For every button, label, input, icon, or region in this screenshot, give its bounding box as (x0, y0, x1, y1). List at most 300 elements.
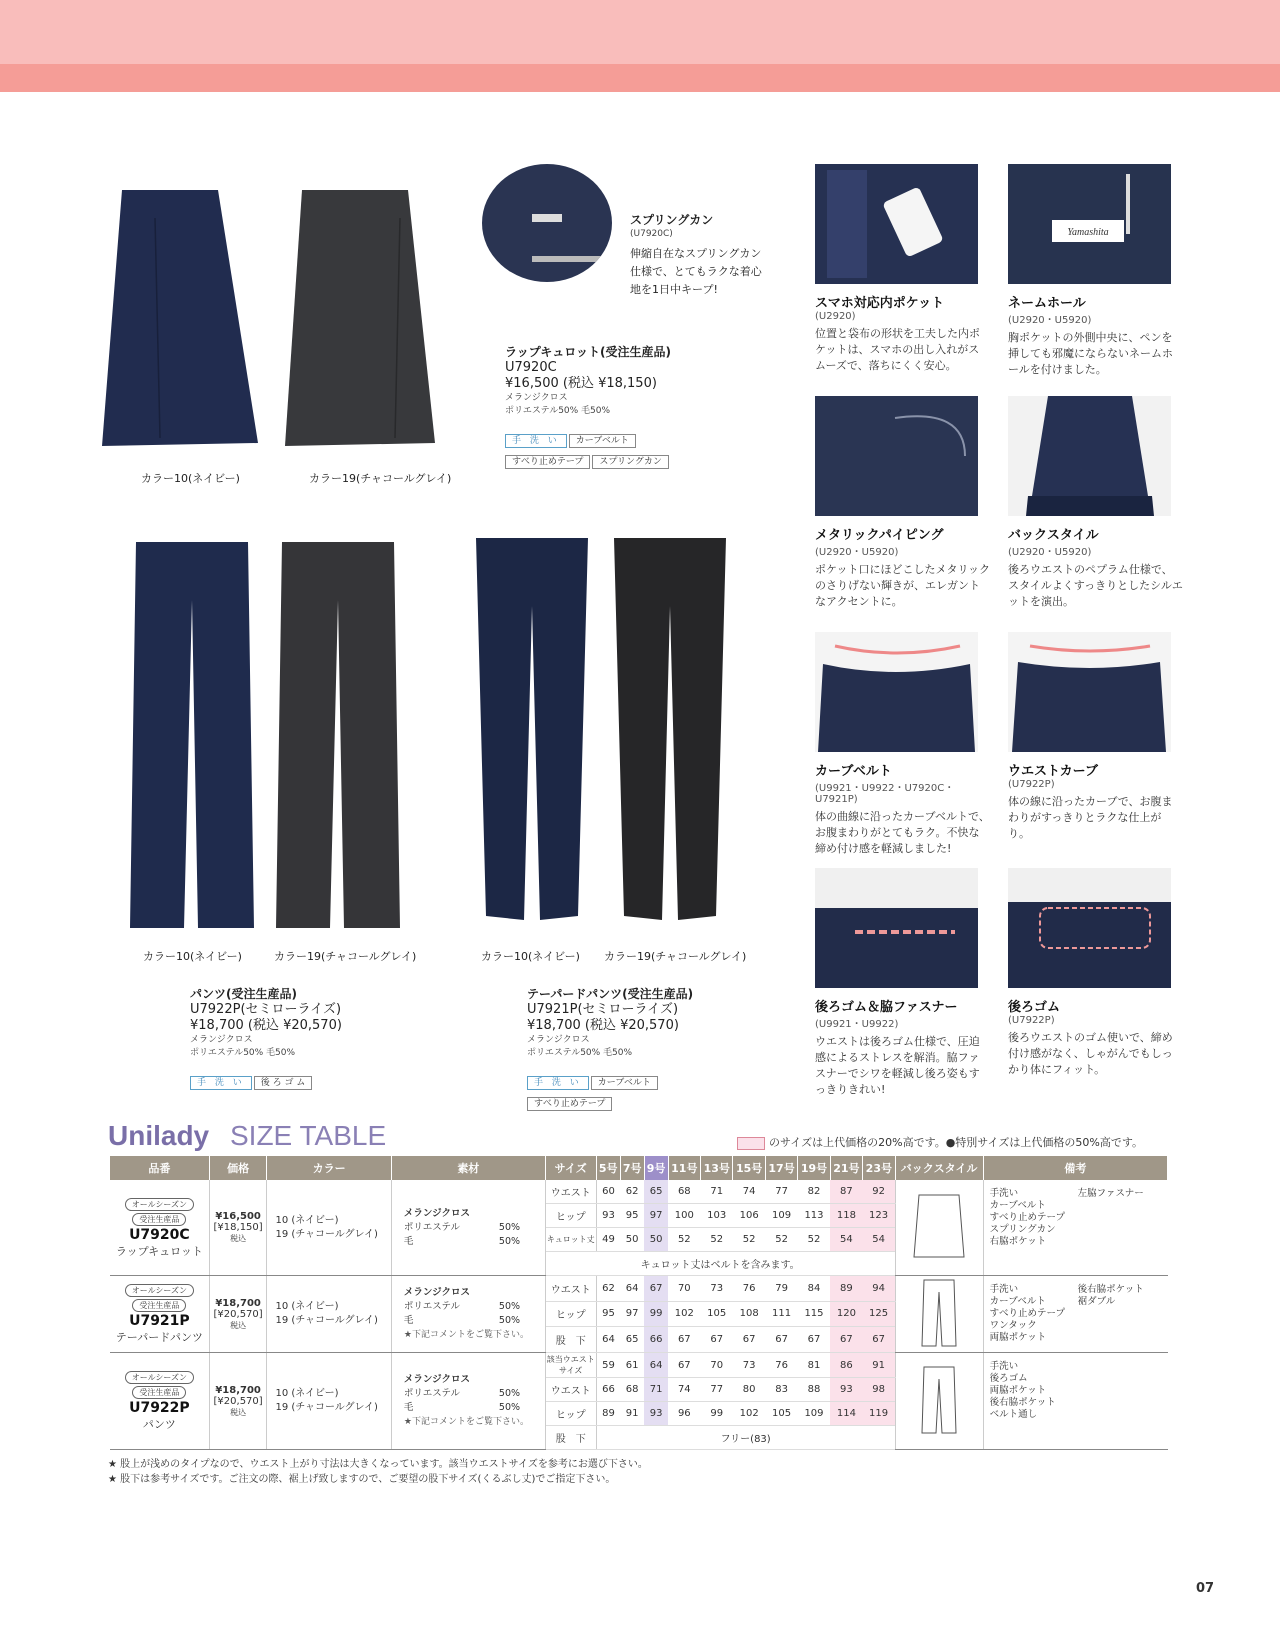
size-value: 87 (830, 1180, 862, 1204)
size-value: 64 (644, 1353, 668, 1378)
note-item: 手洗い (989, 1188, 1019, 1199)
size-value: 88 (798, 1378, 830, 1402)
notes-cell (983, 1180, 1167, 1276)
material-cell (391, 1276, 545, 1353)
material-1: ポリエステル (403, 1301, 461, 1312)
footnote-2: ★ 股下は参考サイズです。ご注文の際、裾上げ致しますので、ご要望の股下サイズ(くるぶし丈)でご指定下さい。 (108, 1474, 616, 1485)
color-option: 10 (ネイビー) (275, 1214, 339, 1226)
note-item: 後右脇ポケット (989, 1397, 1056, 1408)
color-option: 19 (チャコールグレイ) (275, 1228, 378, 1240)
material-2: 毛 (403, 1402, 414, 1413)
size-value: 93 (644, 1402, 668, 1426)
header-cell: 11号 (668, 1156, 700, 1180)
material-1: ポリエステル (403, 1388, 461, 1399)
price-cell: ¥16,500 [¥18,150] 税込 (209, 1180, 267, 1276)
material-name: メランジクロス (403, 1374, 470, 1385)
feature-photo-back-style (1008, 396, 1171, 516)
skirt-tags (505, 428, 695, 470)
season-pill: オールシーズン (125, 1284, 194, 1297)
feature-code: (U2920・U5920) (815, 547, 899, 558)
tag-curve-belt: カーブベルト (569, 434, 636, 448)
product-code: U7920C (129, 1226, 190, 1243)
header-cell: 15号 (733, 1156, 765, 1180)
size-value: 95 (620, 1204, 644, 1228)
skirt-name: ラップキュロット(受注生産品) (505, 345, 672, 359)
size-value: 81 (798, 1353, 830, 1378)
size-value: 67 (668, 1353, 700, 1378)
note-item: 両脇ポケット (989, 1385, 1047, 1396)
feature-desc: ウエストは後ろゴム仕様で、圧迫感によるストレスを解消。脇ファスナーでシワを軽減し後ろ姿もすっきりきれい! (815, 1035, 980, 1096)
feature-title: ウエストカーブ (1008, 764, 1098, 779)
size-value: 62 (620, 1180, 644, 1204)
spring-clasp-info (630, 212, 770, 299)
measure-label: ウエスト (545, 1378, 596, 1402)
size-value: 61 (620, 1353, 644, 1378)
measure-label: 該当ウエストサイズ (545, 1353, 596, 1378)
feature-photo-phone-pocket (815, 164, 978, 284)
tapered-charcoal-photo (606, 536, 734, 928)
size-table-header (110, 1156, 1168, 1180)
material-2-pct: 50% (498, 1315, 521, 1326)
tapered-composition: ポリエステル50% 毛50% (527, 1048, 633, 1058)
tapered-name: テーパードパンツ(受注生産品) (527, 987, 694, 1001)
price-tax: ¥20,570 (217, 1308, 259, 1320)
note-item: カーブベルト (989, 1200, 1046, 1211)
header-band-top (0, 0, 1280, 64)
size-value: 66 (644, 1327, 668, 1353)
size-value: 120 (830, 1301, 862, 1327)
size-value: 97 (620, 1301, 644, 1327)
pants-composition: ポリエステル50% 毛50% (190, 1048, 296, 1058)
size-value: 102 (733, 1402, 765, 1426)
measure-label: ウエスト (545, 1180, 596, 1204)
tapered-price: ¥18,700 (税込 ¥20,570) (527, 1018, 679, 1033)
pants-fabric: メランジクロス (190, 1035, 253, 1045)
skirt-navy-photo (100, 188, 260, 450)
note-item: すべり止めテープ (989, 1308, 1066, 1319)
tapered-color-charcoal: カラー19(チャコールグレイ) (604, 950, 747, 963)
feature-code: (U9921・U9922・U7920C・U7921P) (815, 783, 955, 805)
size-value: 70 (701, 1353, 733, 1378)
measure-label: ウエスト (545, 1276, 596, 1302)
measure-label: 股 下 (545, 1327, 596, 1353)
feature-title: 後ろゴム＆脇ファスナー (815, 1000, 958, 1015)
size-value: 67 (863, 1327, 895, 1353)
size-value: 119 (863, 1402, 895, 1426)
material-2: 毛 (403, 1235, 414, 1247)
size-value: 68 (668, 1180, 700, 1204)
feature-title: ネームホール (1008, 296, 1086, 311)
tapered-navy-photo (468, 536, 596, 928)
product-code-cell (110, 1180, 209, 1276)
product-code-cell (110, 1276, 209, 1353)
feature-desc: 体の線に沿ったカーブで、お腹まわりがすっきりとラクな仕上がり。 (1008, 795, 1173, 840)
header-cell: 備考 (983, 1156, 1167, 1180)
size-value: 71 (644, 1378, 668, 1402)
header-cell: 17号 (765, 1156, 797, 1180)
size-value: 91 (620, 1402, 644, 1426)
size-value: 99 (644, 1301, 668, 1327)
header-cell: 7号 (620, 1156, 644, 1180)
size-value: 49 (596, 1228, 620, 1252)
price: ¥18,700 (215, 1384, 261, 1396)
size-table (110, 1156, 1168, 1450)
note-item: 左脇ファスナー (1077, 1188, 1144, 1199)
size-value: 54 (863, 1228, 895, 1252)
note-item: すべり止めテープ (989, 1212, 1066, 1223)
feature-code: (U9921・U9922) (815, 1019, 899, 1030)
material-name: メランジクロス (403, 1207, 470, 1219)
back-style-cell (895, 1276, 983, 1353)
size-value: 89 (830, 1276, 862, 1302)
made-to-order-pill: 受注生産品 (132, 1213, 186, 1226)
feature-photo-waist-curve (1008, 632, 1171, 752)
skirt-charcoal-photo (280, 188, 440, 450)
material-name: メランジクロス (403, 1287, 470, 1298)
material-1: ポリエステル (403, 1221, 461, 1233)
size-value: 73 (733, 1353, 765, 1378)
note-item: ベルト通し (989, 1409, 1038, 1420)
back-style-icon (904, 1365, 974, 1435)
tax-label: 税込 (230, 1407, 247, 1417)
size-value: 108 (733, 1301, 765, 1327)
tapered-product-info (527, 986, 727, 1060)
size-value: 100 (668, 1204, 700, 1228)
note-item: 後ろゴム (989, 1373, 1028, 1384)
skirt-price: ¥16,500 (税込 ¥18,150) (505, 376, 657, 391)
skirt-fabric: メランジクロス (505, 393, 568, 403)
color-option: 19 (チャコールグレイ) (275, 1402, 378, 1413)
size-value: 52 (765, 1228, 797, 1252)
spring-clasp-photo (482, 164, 612, 282)
tag-handwash: 手 洗 い (505, 434, 567, 448)
pants-color-navy: カラー10(ネイビー) (143, 950, 242, 963)
size-value: 52 (668, 1228, 700, 1252)
size-value: 67 (830, 1327, 862, 1353)
size-value: 89 (596, 1402, 620, 1426)
size-value: 96 (668, 1402, 700, 1426)
feature-photo-piping (815, 396, 978, 516)
pants-navy-photo (126, 540, 258, 932)
size-value: 59 (596, 1353, 620, 1378)
pants-tags (190, 1070, 390, 1091)
tax-label: 税込 (230, 1320, 247, 1330)
size-value: 64 (596, 1327, 620, 1353)
price-cell: ¥18,700 [¥20,570] 税込 (209, 1353, 267, 1450)
feature-desc: 後ろウエストのペプラム仕様で、スタイルよくすっきりとしたシルエットを演出。 (1008, 563, 1183, 608)
note-item: 裾ダブル (1077, 1296, 1116, 1307)
pants-price: ¥18,700 (税込 ¥20,570) (190, 1018, 342, 1033)
feature-code: (U2920・U5920) (1008, 547, 1092, 558)
size-value: 80 (733, 1378, 765, 1402)
size-value: 67 (798, 1327, 830, 1353)
header-cell: 13号 (701, 1156, 733, 1180)
feature-title: カーブベルト (815, 764, 892, 779)
material-note: ★下記コメントをご覧下さい。 (403, 1417, 529, 1427)
legend-text: のサイズは上代価格の20%高です。●特別サイズは上代価格の50%高です。 (769, 1136, 1143, 1149)
size-value: 67 (701, 1327, 733, 1353)
size-value: 91 (863, 1353, 895, 1378)
size-value: 67 (765, 1327, 797, 1353)
size-value: 62 (596, 1276, 620, 1302)
note-item: ワンタック (989, 1320, 1037, 1331)
note-item: 右脇ポケット (989, 1236, 1047, 1247)
color-option: 10 (ネイビー) (275, 1301, 339, 1312)
size-value: 105 (765, 1402, 797, 1426)
feature-code: (U7922P) (1008, 1015, 1055, 1026)
size-value: 115 (798, 1301, 830, 1327)
spring-clasp-desc: 伸縮自在なスプリングカン仕様で、とてもラクな着心地を1日中キープ! (630, 247, 762, 296)
color-cell (267, 1180, 391, 1276)
season-pill: オールシーズン (125, 1198, 194, 1211)
skirt-code: U7920C (505, 360, 557, 375)
size-value: 114 (830, 1402, 862, 1426)
size-value: 125 (863, 1301, 895, 1327)
size-value: 83 (765, 1378, 797, 1402)
header-cell: 21号 (830, 1156, 862, 1180)
tag-curve-belt: カーブベルト (591, 1076, 658, 1090)
table-row (110, 1276, 1168, 1302)
feature-back-elastic (1008, 996, 1183, 1078)
feature-phone-pocket (815, 292, 990, 374)
size-value: 65 (620, 1327, 644, 1353)
feature-desc: 後ろウエストのゴム使いで、締め付け感がなく、しゃがんでもしっかり体にフィット。 (1008, 1031, 1173, 1076)
feature-title: メタリックパイピング (815, 528, 944, 543)
size-value: 97 (644, 1204, 668, 1228)
size-value: 67 (733, 1327, 765, 1353)
feature-curve-belt (815, 760, 990, 857)
header-cell: 品番 (110, 1156, 209, 1180)
feature-code: (U7922P) (1008, 779, 1055, 790)
material-2-pct: 50% (498, 1235, 521, 1247)
inseam-value: フリー(83) (596, 1426, 895, 1450)
feature-back-elastic-zipper (815, 996, 990, 1098)
header-cell: サイズ (545, 1156, 596, 1180)
size-value: 76 (733, 1276, 765, 1302)
material-1-pct: 50% (498, 1388, 521, 1399)
measure-label: キュロット丈 (545, 1228, 596, 1252)
size-value: 66 (596, 1378, 620, 1402)
feature-code: (U2920) (815, 311, 856, 322)
note-item: 両脇ポケット (989, 1332, 1047, 1343)
size-value: 67 (644, 1276, 668, 1302)
row-extra-note: キュロット丈はベルトを含みます。 (545, 1252, 895, 1276)
size-value: 93 (596, 1204, 620, 1228)
feature-desc: 位置と袋布の形状を工夫した内ポケットは、スマホの出し入れがスムーズで、落ちにくく安心。 (815, 327, 980, 372)
pants-color-charcoal: カラー19(チャコールグレイ) (274, 950, 417, 963)
tag-handwash: 手 洗 い (527, 1076, 589, 1090)
size-value: 65 (644, 1180, 668, 1204)
season-pill: オールシーズン (125, 1371, 194, 1384)
size-value: 98 (863, 1378, 895, 1402)
size-value: 52 (733, 1228, 765, 1252)
measure-label: ヒップ (545, 1402, 596, 1426)
feature-photo-curve-belt (815, 632, 978, 752)
measure-label: ヒップ (545, 1301, 596, 1327)
feature-back-style (1008, 524, 1183, 610)
color-cell (267, 1276, 391, 1353)
size-value: 93 (830, 1378, 862, 1402)
feature-photo-back-elastic (1008, 868, 1171, 988)
size-value: 109 (798, 1402, 830, 1426)
size-value: 64 (620, 1276, 644, 1302)
size-value: 106 (733, 1204, 765, 1228)
size-value: 84 (798, 1276, 830, 1302)
note-item: スプリングカン (989, 1224, 1056, 1235)
header-cell: 価格 (209, 1156, 267, 1180)
price-cell: ¥18,700 [¥20,570] 税込 (209, 1276, 267, 1353)
page-number: 07 (1196, 1581, 1215, 1596)
size-value: 102 (668, 1301, 700, 1327)
notes-cell (983, 1353, 1167, 1450)
feature-photo-name-hole (1008, 164, 1171, 284)
feature-waist-curve (1008, 760, 1183, 842)
tag-handwash: 手 洗 い (190, 1076, 252, 1090)
size-value: 77 (701, 1378, 733, 1402)
size-table-legend (737, 1134, 1143, 1150)
feature-desc: 胸ポケットの外側中央に、ペンを挿しても邪魔にならないネームホールを付けました。 (1008, 331, 1173, 376)
header-cell: 5号 (596, 1156, 620, 1180)
tapered-tags (527, 1070, 727, 1112)
tag-nonslip: すべり止めテープ (527, 1097, 612, 1111)
measure-label: ヒップ (545, 1204, 596, 1228)
product-code: U7921P (129, 1313, 190, 1329)
size-value: 92 (863, 1180, 895, 1204)
size-value: 111 (765, 1301, 797, 1327)
skirt-product-info (505, 344, 705, 418)
tapered-fabric: メランジクロス (527, 1035, 590, 1045)
header-cell: バックスタイル (895, 1156, 983, 1180)
size-value: 70 (668, 1276, 700, 1302)
feature-name-hole (1008, 292, 1183, 378)
skirt-composition: ポリエステル50% 毛50% (505, 406, 611, 416)
table-row (110, 1353, 1168, 1378)
header-cell: 23号 (863, 1156, 895, 1180)
legend-swatch (737, 1137, 765, 1150)
back-style-cell (895, 1180, 983, 1276)
feature-title: スマホ対応内ポケット (815, 296, 945, 311)
size-value: 86 (830, 1353, 862, 1378)
skirt-color-navy: カラー10(ネイビー) (141, 472, 240, 485)
feature-photo-back-elastic-zipper (815, 868, 978, 988)
header-cell: 19号 (798, 1156, 830, 1180)
made-to-order-pill: 受注生産品 (132, 1386, 186, 1399)
size-value: 103 (701, 1204, 733, 1228)
size-value: 76 (765, 1353, 797, 1378)
header-band-bottom (0, 64, 1280, 92)
size-value: 95 (596, 1301, 620, 1327)
pants-code: U7922P(セミローライズ) (190, 1002, 342, 1017)
size-value: 68 (620, 1378, 644, 1402)
size-value: 71 (701, 1180, 733, 1204)
size-value: 67 (668, 1327, 700, 1353)
tag-spring: スプリングカン (592, 455, 668, 469)
tax-label: 税込 (230, 1234, 247, 1243)
back-style-icon (904, 1191, 974, 1261)
size-value: 79 (765, 1276, 797, 1302)
tag-back-elastic: 後 ろ ゴ ム (254, 1076, 313, 1090)
product-code: U7922P (129, 1400, 190, 1416)
tapered-color-navy: カラー10(ネイビー) (481, 950, 580, 963)
size-value: 52 (798, 1228, 830, 1252)
color-cell (267, 1353, 391, 1450)
material-cell (391, 1353, 545, 1450)
note-item: カーブベルト (989, 1296, 1046, 1307)
size-value: 50 (620, 1228, 644, 1252)
product-code-cell (110, 1353, 209, 1450)
feature-title: バックスタイル (1008, 528, 1099, 543)
size-value: 113 (798, 1204, 830, 1228)
size-table-title: SIZE TABLE (230, 1120, 387, 1151)
color-option: 10 (ネイビー) (275, 1388, 339, 1399)
size-table-brand: Unilady (108, 1120, 210, 1151)
size-value: 54 (830, 1228, 862, 1252)
size-value: 60 (596, 1180, 620, 1204)
feature-desc: 体の曲線に沿ったカーブベルトで、お腹まわりがとてもラク。不快な締め付け感を軽減しました! (815, 810, 990, 855)
made-to-order-pill: 受注生産品 (132, 1299, 186, 1312)
skirt-color-charcoal: カラー19(チャコールグレイ) (309, 472, 452, 485)
product-name: テーパードパンツ (115, 1331, 203, 1344)
price: ¥16,500 (215, 1211, 261, 1222)
header-cell: 9号 (644, 1156, 668, 1180)
material-cell (391, 1180, 545, 1276)
size-value: 74 (733, 1180, 765, 1204)
tag-nonslip: すべり止めテープ (505, 455, 590, 469)
price-tax: ¥18,150 (217, 1222, 259, 1233)
note-item: 手洗い (989, 1361, 1019, 1372)
size-value: 109 (765, 1204, 797, 1228)
material-1-pct: 50% (498, 1301, 521, 1312)
feature-desc: ポケット口にほどこしたメタリックのさりげない輝きが、エレガントなアクセントに。 (815, 563, 991, 608)
size-value: 99 (701, 1402, 733, 1426)
pants-charcoal-photo (272, 540, 404, 932)
price: ¥18,700 (215, 1297, 261, 1309)
size-value: 73 (701, 1276, 733, 1302)
size-value: 52 (701, 1228, 733, 1252)
back-style-cell (895, 1353, 983, 1450)
table-row (110, 1180, 1168, 1204)
size-value: 74 (668, 1378, 700, 1402)
back-style-icon (904, 1278, 974, 1348)
material-2-pct: 50% (498, 1402, 521, 1413)
size-value: 94 (863, 1276, 895, 1302)
material-1-pct: 50% (498, 1221, 521, 1233)
size-value: 50 (644, 1228, 668, 1252)
feature-code: (U2920・U5920) (1008, 315, 1092, 326)
feature-title: 後ろゴム (1008, 1000, 1061, 1015)
spring-clasp-title: スプリングカン (630, 213, 714, 227)
material-note: ★下記コメントをご覧下さい。 (403, 1330, 529, 1340)
pants-name: パンツ(受注生産品) (190, 987, 297, 1001)
color-option: 19 (チャコールグレイ) (275, 1315, 378, 1326)
pants-product-info (190, 986, 390, 1060)
spring-clasp-code: (U7920C) (630, 229, 673, 239)
material-2: 毛 (403, 1315, 414, 1326)
product-name: パンツ (142, 1418, 176, 1431)
feature-metallic-piping (815, 524, 990, 610)
tapered-code: U7921P(セミローライズ) (527, 1002, 679, 1017)
header-cell: 素材 (391, 1156, 545, 1180)
note-item: 後右脇ポケット (1077, 1284, 1144, 1295)
measure-label: 股 下 (545, 1426, 596, 1450)
price-tax: ¥20,570 (217, 1395, 259, 1407)
product-name: ラップキュロット (115, 1244, 203, 1258)
size-value: 77 (765, 1180, 797, 1204)
size-value: 118 (830, 1204, 862, 1228)
header-cell: カラー (267, 1156, 391, 1180)
notes-cell (983, 1276, 1167, 1353)
name-tag-text: Yamashita (1067, 227, 1109, 238)
